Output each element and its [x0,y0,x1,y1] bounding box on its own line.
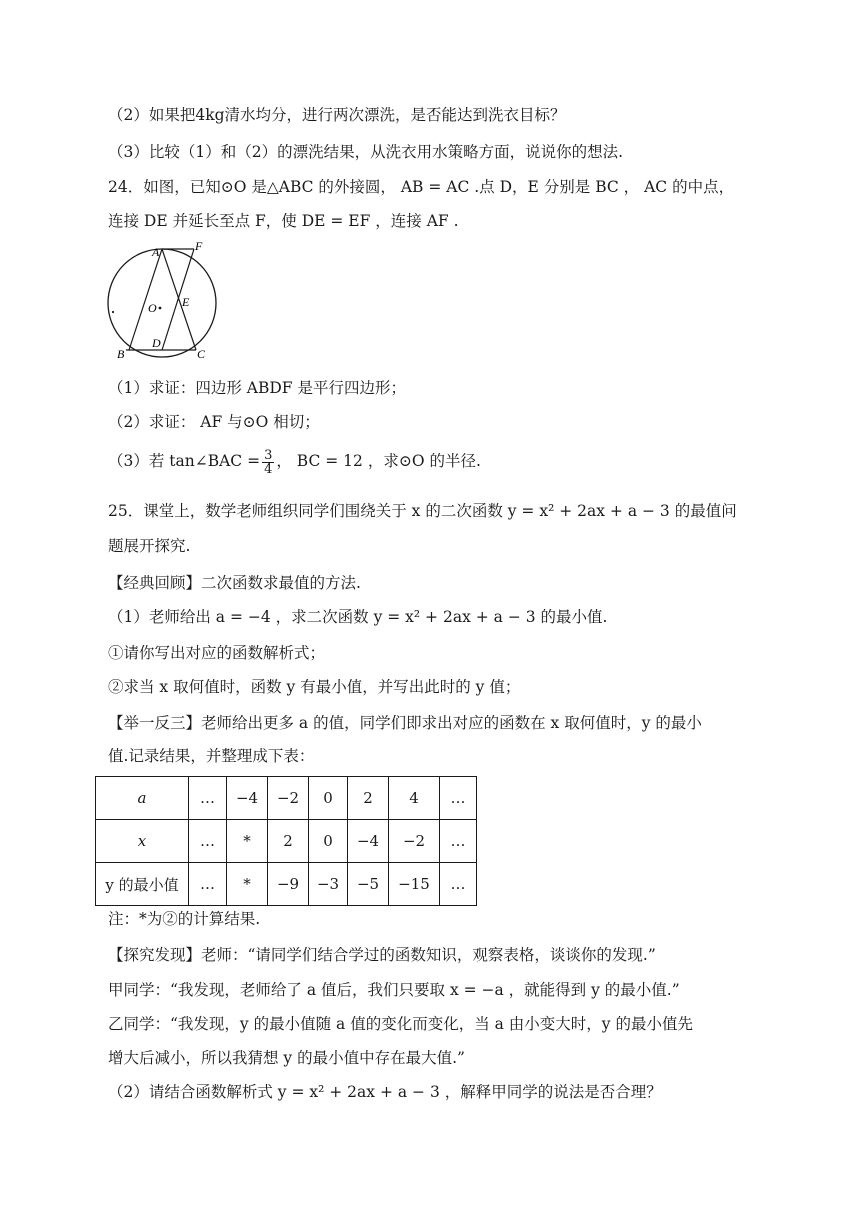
q25-stem-line2: 题展开探究. [108,537,191,555]
table-cell: 0 [309,777,348,820]
q24-part3-suffix: ， BC = 12 ，求⊙O 的半径. [276,452,481,470]
fraction-three-quarters [262,449,274,476]
label-f: F [195,239,203,253]
table-cell: … [440,820,477,863]
table-cell: 2 [348,777,389,820]
q25-stem-line1: 25．课堂上，数学老师组织同学们围绕关于 x 的二次函数 y = x² + 2ax + a − 3 的最值问 [108,502,737,520]
segment-ab [129,249,162,350]
q24-stem-line2: 连接 DE 并延长至点 F，使 DE = EF ，连接 AF . [108,212,459,230]
q25-part2: （2）请结合函数解析式 y = x² + 2ax + a − 3 ，解释甲同学的说法是否合理？ [108,1083,662,1101]
table-cell: … [440,777,477,820]
extend-line2: 值.记录结果，并整理成下表： [108,747,315,765]
table-row [96,863,477,906]
table-cell: 4 [389,777,440,820]
table-cell: x [96,820,189,863]
table-cell: … [189,863,227,906]
review-heading: 【经典回顾】二次函数求最值的方法. [108,574,361,592]
explore-heading: 【探究发现】老师：“请同学们结合学过的函数知识，观察表格，谈谈你的发现.” [108,946,656,964]
q24-part2: （2）求证： AF 与⊙O 相切； [108,413,320,431]
table-cell: y 的最小值 [96,863,189,906]
label-c: C [197,347,206,361]
table-row [96,820,477,863]
extend-line1: 【举一反三】老师给出更多 a 的值，同学们即求出对应的函数在 x 取何值时，y 的最小 [108,714,702,732]
table-row [96,777,477,820]
fraction-denominator: 4 [264,461,273,477]
table-cell: −15 [389,863,440,906]
circumcircle [108,249,216,357]
table-cell: −3 [309,863,348,906]
q23-part2: （2）如果把4kg清水均分，进行两次漂洗，是否能达到洗衣目标？ [108,106,566,124]
label-b: B [117,347,125,361]
label-e: E [182,295,190,309]
left-dot [112,311,114,313]
q24-stem-line1: 24．如图，已知⊙O 是△ABC 的外接圆， AB = AC .点 D，E 分别是 BC ， AC 的中点， [108,178,735,196]
q24-part3-prefix: （3）若 tan∠BAC = [108,452,261,470]
label-a: A [152,245,160,259]
q24-part3 [108,444,481,478]
table-cell: −9 [268,863,309,906]
table-cell: … [189,820,227,863]
q24-part1: （1）求证：四边形 ABDF 是平行四边形； [108,379,406,397]
student-jia-statement: 甲同学：“我发现，老师给了 a 值后，我们只要取 x = −a ，就能得到 y 的最小值.” [108,981,680,999]
label-d: D [152,336,161,350]
q23-part3: （3）比较（1）和（2）的漂洗结果，从洗衣用水策略方面，说说你的想法. [108,143,624,161]
table-cell: … [189,777,227,820]
results-table [95,776,477,906]
circle-geometry-figure [104,238,224,362]
table-cell: −2 [389,820,440,863]
table-cell: a [96,777,189,820]
table-cell: −5 [348,863,389,906]
table-cell: * [227,820,268,863]
q25-part1-a: ①请你写出对应的函数解析式； [108,644,326,662]
table-cell: −4 [348,820,389,863]
q25-part1-b: ②求当 x 取何值时，函数 y 有最小值，并写出此时的 y 值； [108,678,521,696]
student-yi-line2: 增大后减小，所以我猜想 y 的最小值中存在最大值.” [108,1049,465,1067]
table-cell: 2 [268,820,309,863]
center-point [159,307,162,310]
student-yi-line1: 乙同学：“我发现，y 的最小值随 a 值的变化而变化，当 a 由小变大时，y 的最小值先 [108,1015,693,1033]
fraction-numerator: 3 [264,447,273,463]
table-cell: … [440,863,477,906]
table-cell: −4 [227,777,268,820]
table-cell: −2 [268,777,309,820]
label-o: O [148,301,157,315]
table-cell: * [227,863,268,906]
table-cell: 0 [309,820,348,863]
table-note: 注：*为②的计算结果. [108,910,261,928]
q25-part1: （1）老师给出 a = −4 ，求二次函数 y = x² + 2ax + a − 3 的最小值. [108,608,608,626]
